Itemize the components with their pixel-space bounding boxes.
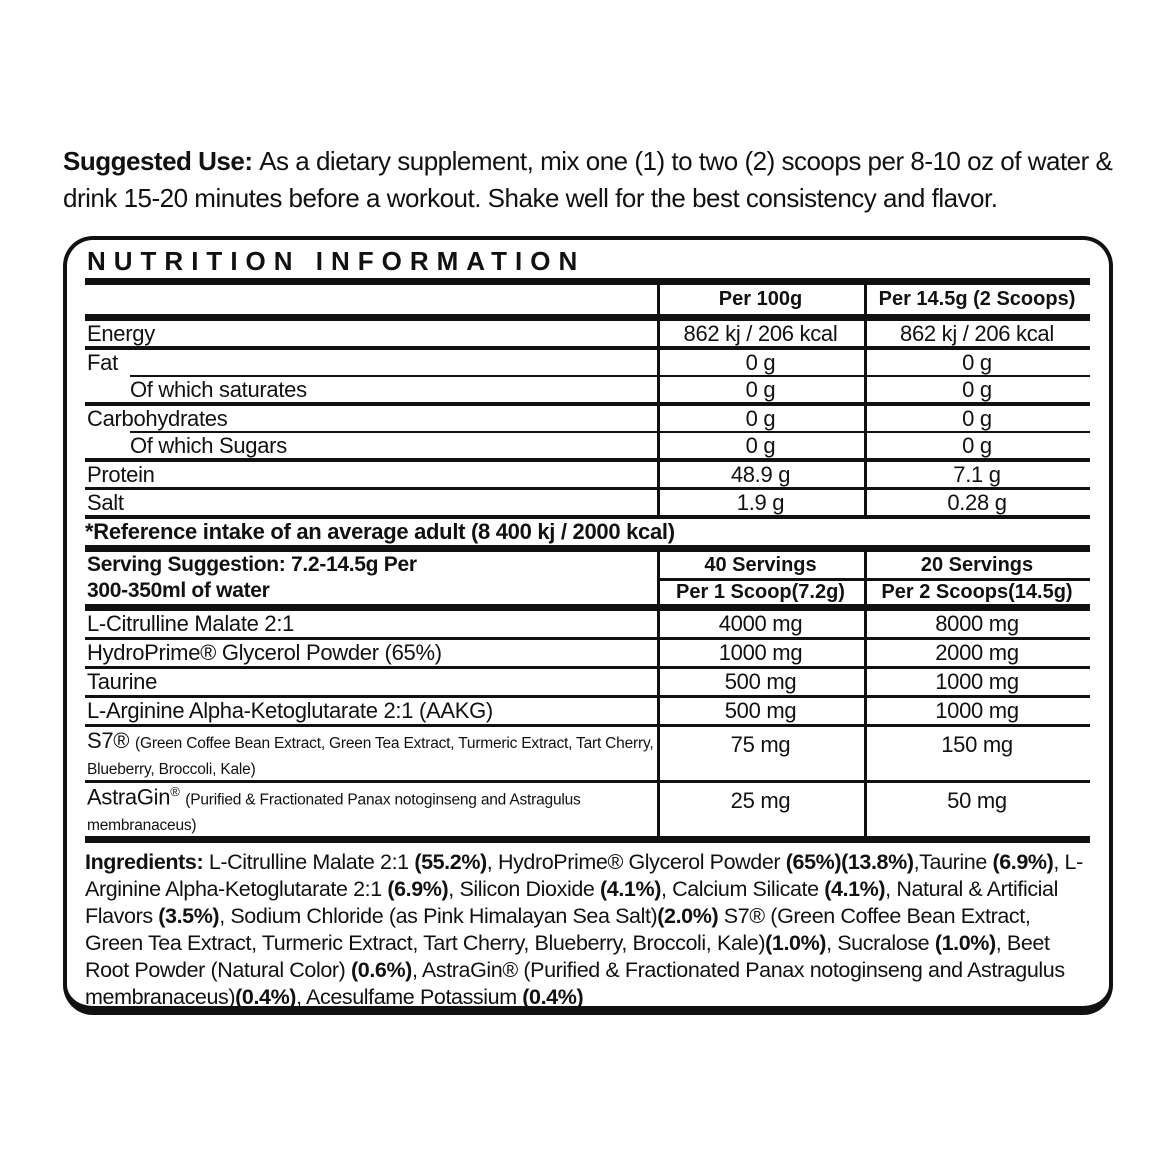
suggested-use-text: Suggested Use: As a dietary supplement, mix one (1) to two (2) scoops per 8-10 oz of water & drink 15-20 minutes before a workout. Shake well for the best consistency and flavor. bbox=[63, 146, 1113, 213]
per-2-scoops-value: 50 mg bbox=[947, 788, 1007, 813]
column-divider bbox=[864, 285, 867, 519]
column-header-per-serving: Per 14.5g (2 Scoops) bbox=[878, 288, 1076, 310]
per-2-scoops-value: 150 mg bbox=[941, 732, 1013, 757]
table-row-fat bbox=[85, 350, 1090, 375]
servings-40-header: 40 Servings bbox=[704, 553, 817, 576]
per-scoop-value: 1000 mg bbox=[718, 640, 803, 665]
registered-trademark-symbol: ® bbox=[170, 784, 180, 799]
divider-bar bbox=[85, 836, 1090, 843]
table-row-hydroprime bbox=[85, 640, 1090, 666]
per-100g-value: 48.9 g bbox=[730, 462, 791, 487]
per-serving-value: 862 kj / 206 kcal bbox=[900, 321, 1054, 346]
nutrient-label: Of which Sugars bbox=[130, 433, 287, 458]
per-serving-value: 0.28 g bbox=[947, 490, 1007, 515]
nutrient-label: Of which saturates bbox=[130, 377, 307, 402]
ingredient-name bbox=[85, 728, 657, 780]
ingredient-name bbox=[85, 784, 657, 836]
table-row-astragin bbox=[85, 783, 1090, 836]
nutrient-label: Protein bbox=[87, 462, 155, 487]
reference-intake-note: *Reference intake of an average adult (8 400 kj / 2000 kcal) bbox=[85, 519, 675, 544]
per-2-scoops-value: 1000 mg bbox=[935, 669, 1019, 694]
ingredient-name: L-Citrulline Malate 2:1 bbox=[87, 611, 295, 636]
per-scoop-value: 25 mg bbox=[730, 788, 791, 813]
per-2-scoops-value: 2000 mg bbox=[935, 640, 1019, 665]
serving-suggestion-line2: 300-350ml of water bbox=[87, 579, 270, 602]
per-serving-value: 7.1 g bbox=[953, 462, 1001, 487]
column-divider bbox=[864, 552, 867, 836]
nutrient-label: Carbohydrates bbox=[87, 406, 228, 431]
per-100g-value: 0 g bbox=[745, 406, 776, 431]
per-serving-value: 0 g bbox=[962, 433, 992, 458]
per-100g-value: 0 g bbox=[745, 433, 776, 458]
ingredient-name: L-Arginine Alpha-Ketoglutarate 2:1 (AAKG) bbox=[87, 698, 493, 723]
nutrition-information-panel bbox=[63, 236, 1113, 1015]
ingredient-name: HydroPrime® Glycerol Powder (65%) bbox=[87, 640, 442, 665]
per-scoop-value: 75 mg bbox=[730, 732, 791, 757]
per-serving-value: 0 g bbox=[962, 406, 992, 431]
per-2-scoops-header: Per 2 Scoops(14.5g) bbox=[864, 578, 1090, 604]
column-divider bbox=[657, 285, 660, 519]
per-100g-value: 0 g bbox=[745, 350, 776, 375]
serving-suggestion-header bbox=[85, 552, 1090, 604]
per-scoop-value: 4000 mg bbox=[718, 611, 803, 636]
ingredient-detail: (Purified & Fractionated Panax notoginseng and Astragulus membranaceus) bbox=[87, 791, 581, 835]
per-1-scoop-header: Per 1 Scoop(7.2g) bbox=[657, 578, 864, 604]
divider-bar bbox=[85, 545, 1090, 552]
table-row-aakg bbox=[85, 698, 1090, 724]
ingredients-table bbox=[85, 552, 1090, 836]
per-serving-value: 0 g bbox=[962, 350, 992, 375]
table-header-row bbox=[85, 285, 1090, 314]
ingredients-paragraph: Ingredients: L-Citrulline Malate 2:1 (55.2%), HydroPrime® Glycerol Powder (65%)(13.8%),Taurine (6.9%), L-Arginine Alpha-Ketoglutarate 2:1 (6.9%), Silicon Dioxide (4.1%), Calcium Silicate (4.1%), Natural & Artificial Flavors (3.5%), Sodium Chloride (as Pink Himalayan Sea Salt)(2.0%) S7® (Green Coffee Bean Extract, Green Tea Extract, Turmeric Extract, Tart Cherry, Blueberry, Broccoli, Kale)(1.0%), Sucralose (1.0%), Beet Root Powder (Natural Color) (0.6%), AstraGin® (Purified & Fractionated Panax notoginseng and Astragulus membranaceus)(0.4%), Acesulfame Potassium (0.4%) bbox=[85, 850, 1083, 1010]
table-row-citrulline bbox=[85, 611, 1090, 637]
per-100g-value: 0 g bbox=[745, 377, 776, 402]
ingredient-name-main: AstraGin bbox=[87, 784, 171, 810]
table-row-saturates bbox=[85, 377, 1090, 402]
divider-bar bbox=[85, 314, 1090, 321]
serving-suggestion-label bbox=[85, 552, 657, 604]
column-divider bbox=[657, 552, 660, 836]
per-scoop-value: 500 mg bbox=[724, 698, 797, 723]
servings-20-header: 20 Servings bbox=[920, 553, 1034, 576]
ingredient-detail: (Green Coffee Bean Extract, Green Tea Extract, Turmeric Extract, Tart Cherry, Blueberry, Broccoli, Kale) bbox=[87, 735, 654, 778]
table-row-salt bbox=[85, 490, 1090, 515]
ingredient-name-main: S7® bbox=[87, 728, 130, 753]
nutrient-label: Energy bbox=[87, 321, 155, 346]
table-row-taurine bbox=[85, 669, 1090, 695]
nutrition-table bbox=[85, 285, 1090, 519]
divider-bar bbox=[85, 604, 1090, 611]
per-scoop-value: 500 mg bbox=[724, 669, 797, 694]
column-header-per-100g: Per 100g bbox=[718, 288, 803, 310]
nutrient-label: Salt bbox=[87, 490, 124, 515]
per-2-scoops-value: 1000 mg bbox=[935, 698, 1019, 723]
table-row-s7 bbox=[85, 727, 1090, 780]
table-row-protein bbox=[85, 462, 1090, 487]
nutrient-label: Fat bbox=[87, 350, 118, 375]
per-serving-value: 0 g bbox=[962, 377, 992, 402]
ingredient-name: Taurine bbox=[87, 669, 158, 694]
table-row-energy bbox=[85, 321, 1090, 346]
serving-suggestion-line1: Serving Suggestion: 7.2-14.5g Per bbox=[87, 553, 417, 576]
panel-title: NUTRITION INFORMATION bbox=[87, 246, 586, 276]
per-100g-value: 1.9 g bbox=[736, 490, 785, 515]
table-row-sugars bbox=[85, 433, 1090, 458]
divider-bar bbox=[85, 278, 1090, 285]
table-row-carbohydrates bbox=[85, 406, 1090, 431]
per-100g-value: 862 kj / 206 kcal bbox=[683, 321, 838, 346]
per-2-scoops-value: 8000 mg bbox=[935, 611, 1019, 636]
